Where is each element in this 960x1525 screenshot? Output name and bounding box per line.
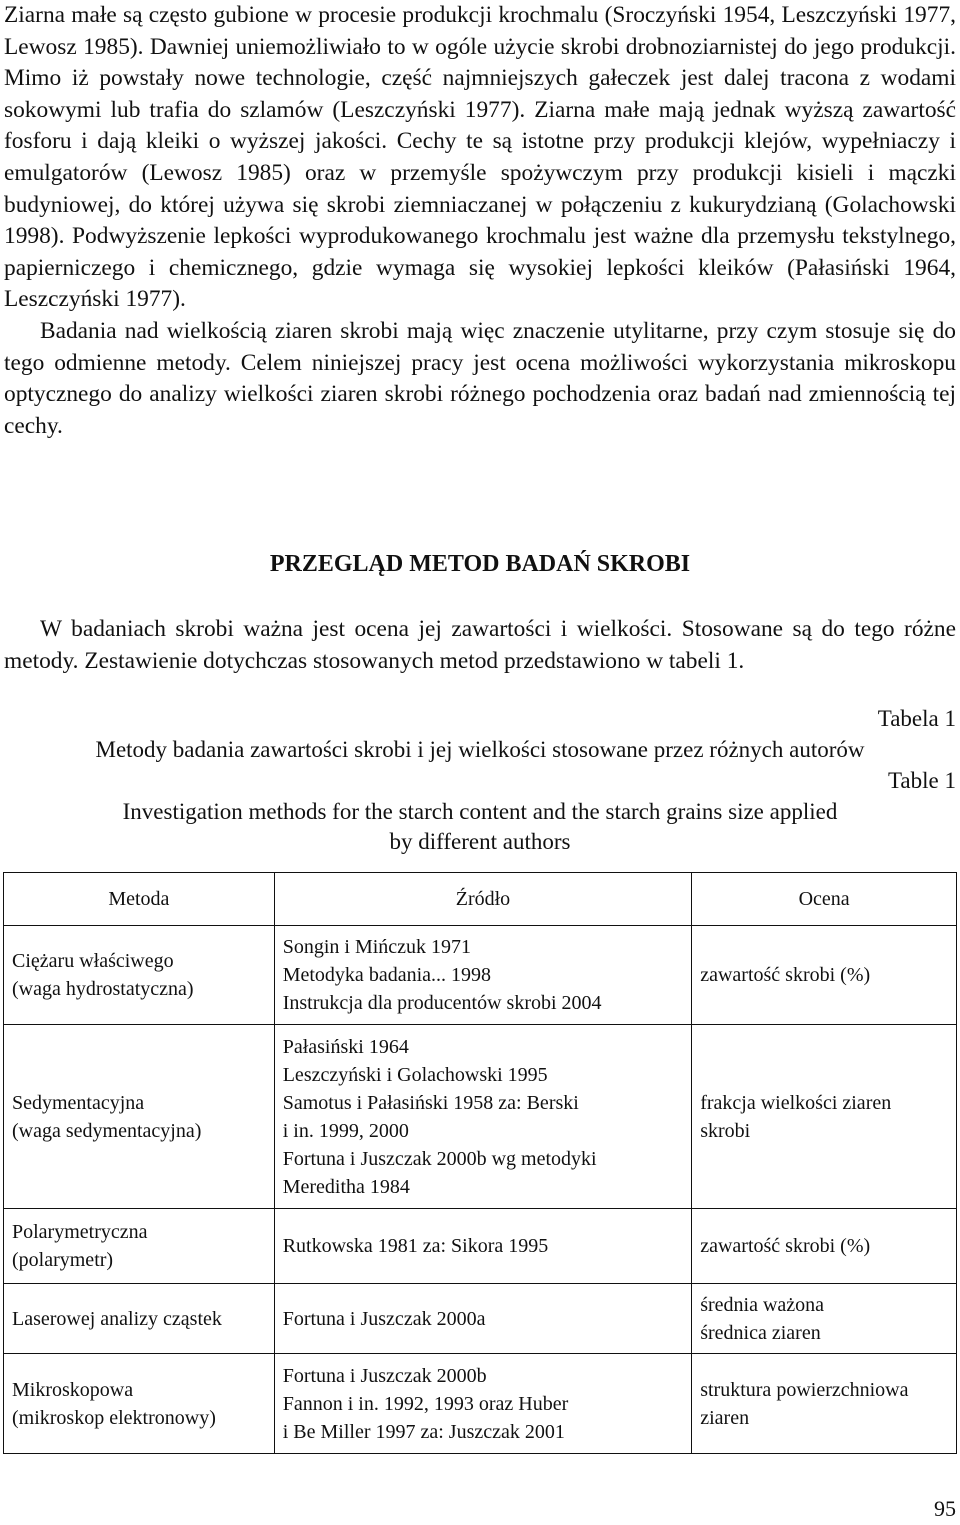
- intro-paragraph-2: Badania nad wielkością ziaren skrobi mają więc znaczenie utylitarne, przy czym stosuje się do tego odmienne metody. Celem niniejszej pracy jest ocena możliwości wykorzystania mikroskopu optycznego do analizy wielkości ziaren skrobi różnego pochodzenia oraz badań nad zmiennością tej cechy.: [4, 317, 956, 439]
- methods-table: [3, 872, 957, 1454]
- table-label-pl: Tabela 1: [877, 706, 956, 731]
- cell-line: Fortuna i Juszczak 2000b: [282, 1364, 487, 1387]
- table-row: [4, 1284, 957, 1354]
- cell-line: Metodyka badania... 1998: [282, 964, 491, 986]
- cell-line: Leszczyński i Golachowski 1995: [282, 1063, 548, 1086]
- cell-line: (waga sedymentacyjna): [12, 1119, 202, 1142]
- intro-text: [4, 0, 956, 442]
- section-paragraph: W badaniach skrobi ważna jest ocena jej zawartości i wielkości. Stosowane są do tego różne metody. Zestawienie dotychczas stosowanych metod przedstawiono w tabeli 1.: [4, 616, 956, 674]
- cell-source: [274, 1209, 692, 1284]
- table-row: [4, 1025, 957, 1209]
- cell-line: Mereditha 1984: [282, 1175, 410, 1198]
- cell-method: [4, 1025, 275, 1209]
- cell-assessment: [692, 1209, 957, 1284]
- table-title-en-line-1: Investigation methods for the starch content and the starch grains size applied: [122, 799, 838, 824]
- table-row: [4, 926, 957, 1025]
- table-title-en-line-2: by different authors: [389, 829, 571, 854]
- cell-line: Laserowej analizy cząstek: [12, 1307, 222, 1330]
- cell-line: i Be Miller 1997 za: Juszczak 2001: [282, 1420, 565, 1443]
- cell-line: Instrukcja dla producentów skrobi 2004: [282, 992, 602, 1014]
- cell-line: (waga hydrostatyczna): [12, 978, 194, 1000]
- cell-line: struktura powierzchniowa: [700, 1378, 909, 1401]
- cell-line: Rutkowska 1981 za: Sikora 1995: [282, 1235, 549, 1257]
- cell-line: Mikroskopowa: [12, 1378, 134, 1401]
- cell-line: ziaren: [700, 1406, 750, 1429]
- cell-line: skrobi: [700, 1119, 751, 1142]
- cell-source: [274, 926, 692, 1025]
- section-text: [4, 614, 956, 677]
- cell-assessment: [692, 926, 957, 1025]
- cell-line: (mikroskop elektronowy): [12, 1406, 216, 1429]
- cell-line: Fortuna i Juszczak 2000b wg metodyki: [282, 1147, 597, 1170]
- table-title-pl: Metody badania zawartości skrobi i jej wielkości stosowane przez różnych autorów: [95, 737, 865, 762]
- cell-method: [4, 1354, 275, 1454]
- cell-method: [4, 926, 275, 1025]
- cell-line: Fortuna i Juszczak 2000a: [282, 1307, 486, 1330]
- table-row: [4, 1209, 957, 1284]
- cell-line: (polarymetr): [12, 1249, 114, 1271]
- cell-assessment: [692, 1284, 957, 1354]
- cell-line: Ciężaru właściwego: [12, 950, 174, 972]
- cell-source: [274, 1025, 692, 1209]
- cell-method: [4, 1209, 275, 1284]
- header-source: Źródło: [274, 873, 692, 926]
- cell-line: średnia ważona: [700, 1293, 825, 1316]
- table-header-row: [4, 873, 957, 926]
- cell-line: Polarymetryczna: [12, 1221, 148, 1243]
- cell-line: Pałasiński 1964: [282, 1035, 409, 1058]
- table-label-en: Table 1: [887, 768, 956, 793]
- cell-line: i in. 1999, 2000: [282, 1119, 409, 1142]
- cell-line: zawartość skrobi (%): [700, 1235, 871, 1257]
- header-assessment: Ocena: [692, 873, 957, 926]
- cell-line: frakcja wielkości ziaren: [700, 1091, 892, 1114]
- page-number: 95: [934, 1496, 956, 1521]
- cell-line: Sedymentacyjna: [12, 1091, 145, 1114]
- section-title: PRZEGLĄD METOD BADAŃ SKROBI: [269, 551, 691, 577]
- cell-assessment: [692, 1354, 957, 1454]
- cell-source: [274, 1354, 692, 1454]
- cell-source: [274, 1284, 692, 1354]
- cell-line: zawartość skrobi (%): [700, 964, 871, 986]
- cell-line: średnica ziaren: [700, 1321, 821, 1344]
- cell-line: Samotus i Pałasiński 1958 za: Berski: [282, 1091, 579, 1114]
- table-row: [4, 1354, 957, 1454]
- cell-method: [4, 1284, 275, 1354]
- intro-paragraph-1: Ziarna małe są często gubione w procesie produkcji krochmalu (Sroczyński 1954, Leszczyński 1977, Lewosz 1985). Dawniej uniemożliwiało to w ogóle użycie skrobi drobnoziarnistej do jego produkcji. Mimo iż powstały nowe technologie, część najmniejszych gałeczek jest dalej tracona z wodami sokowymi lub trafia do szlamów (Leszczyński 1977). Ziarna małe mają jednak wyższą zawartość fosforu i dają kleiki o wyższej jakości. Cechy te są istotne przy produkcji klejów, wypełniaczy i emulgatorów (Lewosz 1985) oraz w przemyśle spożywczym przy produkcji kisieli i mączki budyniowej, do której używa się skrobi ziemniaczanej w połączeniu z kukurydzianą (Golachowski 1998). Podwyższenie lepkości wyprodukowanego krochmalu jest ważne dla przemysłu tekstylnego, papierniczego i chemicznego, gdzie wymaga się wysokiej lepkości kleików (Pałasiński 1964, Leszczyński 1977).: [4, 2, 956, 313]
- cell-assessment: [692, 1025, 957, 1209]
- header-method: Metoda: [4, 873, 275, 926]
- cell-line: Fannon i in. 1992, 1993 oraz Huber: [282, 1392, 569, 1415]
- cell-line: Songin i Mińczuk 1971: [282, 936, 472, 958]
